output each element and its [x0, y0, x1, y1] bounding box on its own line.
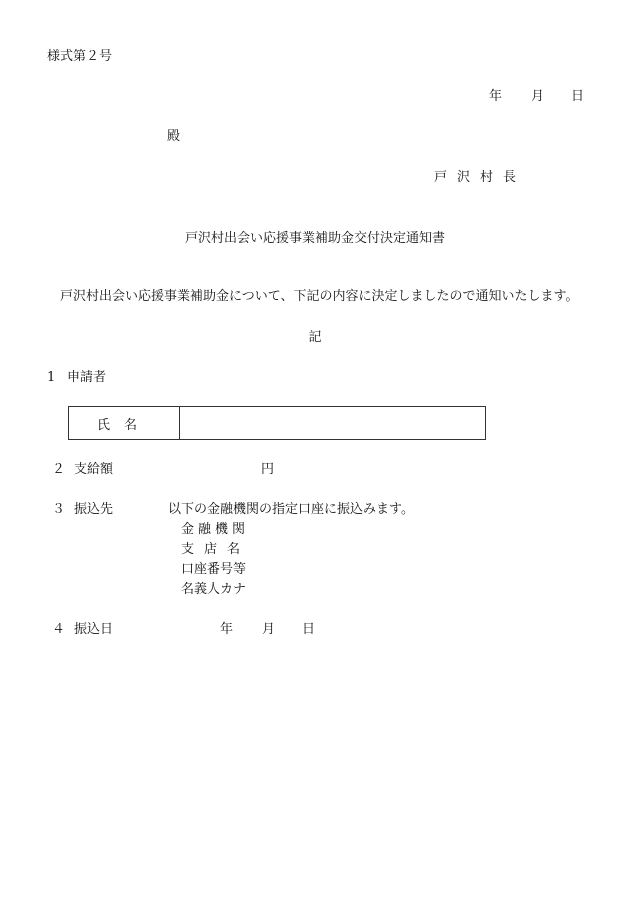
applicant-table	[68, 406, 486, 440]
table-row	[69, 407, 486, 440]
issue-date-day: 日	[571, 89, 585, 104]
form-number: 様式第２号	[47, 49, 113, 64]
branch-name-field: 支店名	[181, 542, 251, 557]
item-label: 申請者	[67, 370, 107, 385]
bank-name-field: 金融機関	[181, 522, 250, 537]
transfer-date-year: 年	[220, 622, 234, 637]
account-holder-kana-field: 名義人カナ	[181, 582, 247, 597]
transfer-date-day: 日	[302, 622, 316, 637]
transfer-description: 以下の金融機関の指定口座に振込みます。	[168, 502, 414, 517]
name-label-cell: 氏名	[69, 407, 180, 440]
document-title: 戸沢村出会い応援事業補助金交付決定通知書	[184, 231, 445, 246]
item-number: ３	[52, 502, 66, 517]
item-label: 振込日	[74, 622, 114, 637]
item-number: ２	[52, 462, 66, 477]
addressee-suffix: 殿	[167, 129, 181, 144]
account-number-field: 口座番号等	[181, 562, 247, 577]
ki-heading: 記	[308, 330, 322, 345]
item-label: 支給額	[74, 462, 114, 477]
item-number: ４	[52, 622, 66, 637]
amount-unit: 円	[261, 462, 275, 477]
item-label: 振込先	[74, 502, 114, 517]
item-number: 1	[47, 370, 56, 385]
sender: 戸沢村長	[434, 170, 527, 185]
transfer-date-month: 月	[262, 622, 276, 637]
issue-date-month: 月	[531, 89, 545, 104]
body-text: 戸沢村出会い応援事業補助金について、下記の内容に決定しましたので通知いたします。	[60, 289, 579, 304]
issue-date-year: 年	[489, 89, 503, 104]
name-value-cell	[180, 407, 486, 440]
